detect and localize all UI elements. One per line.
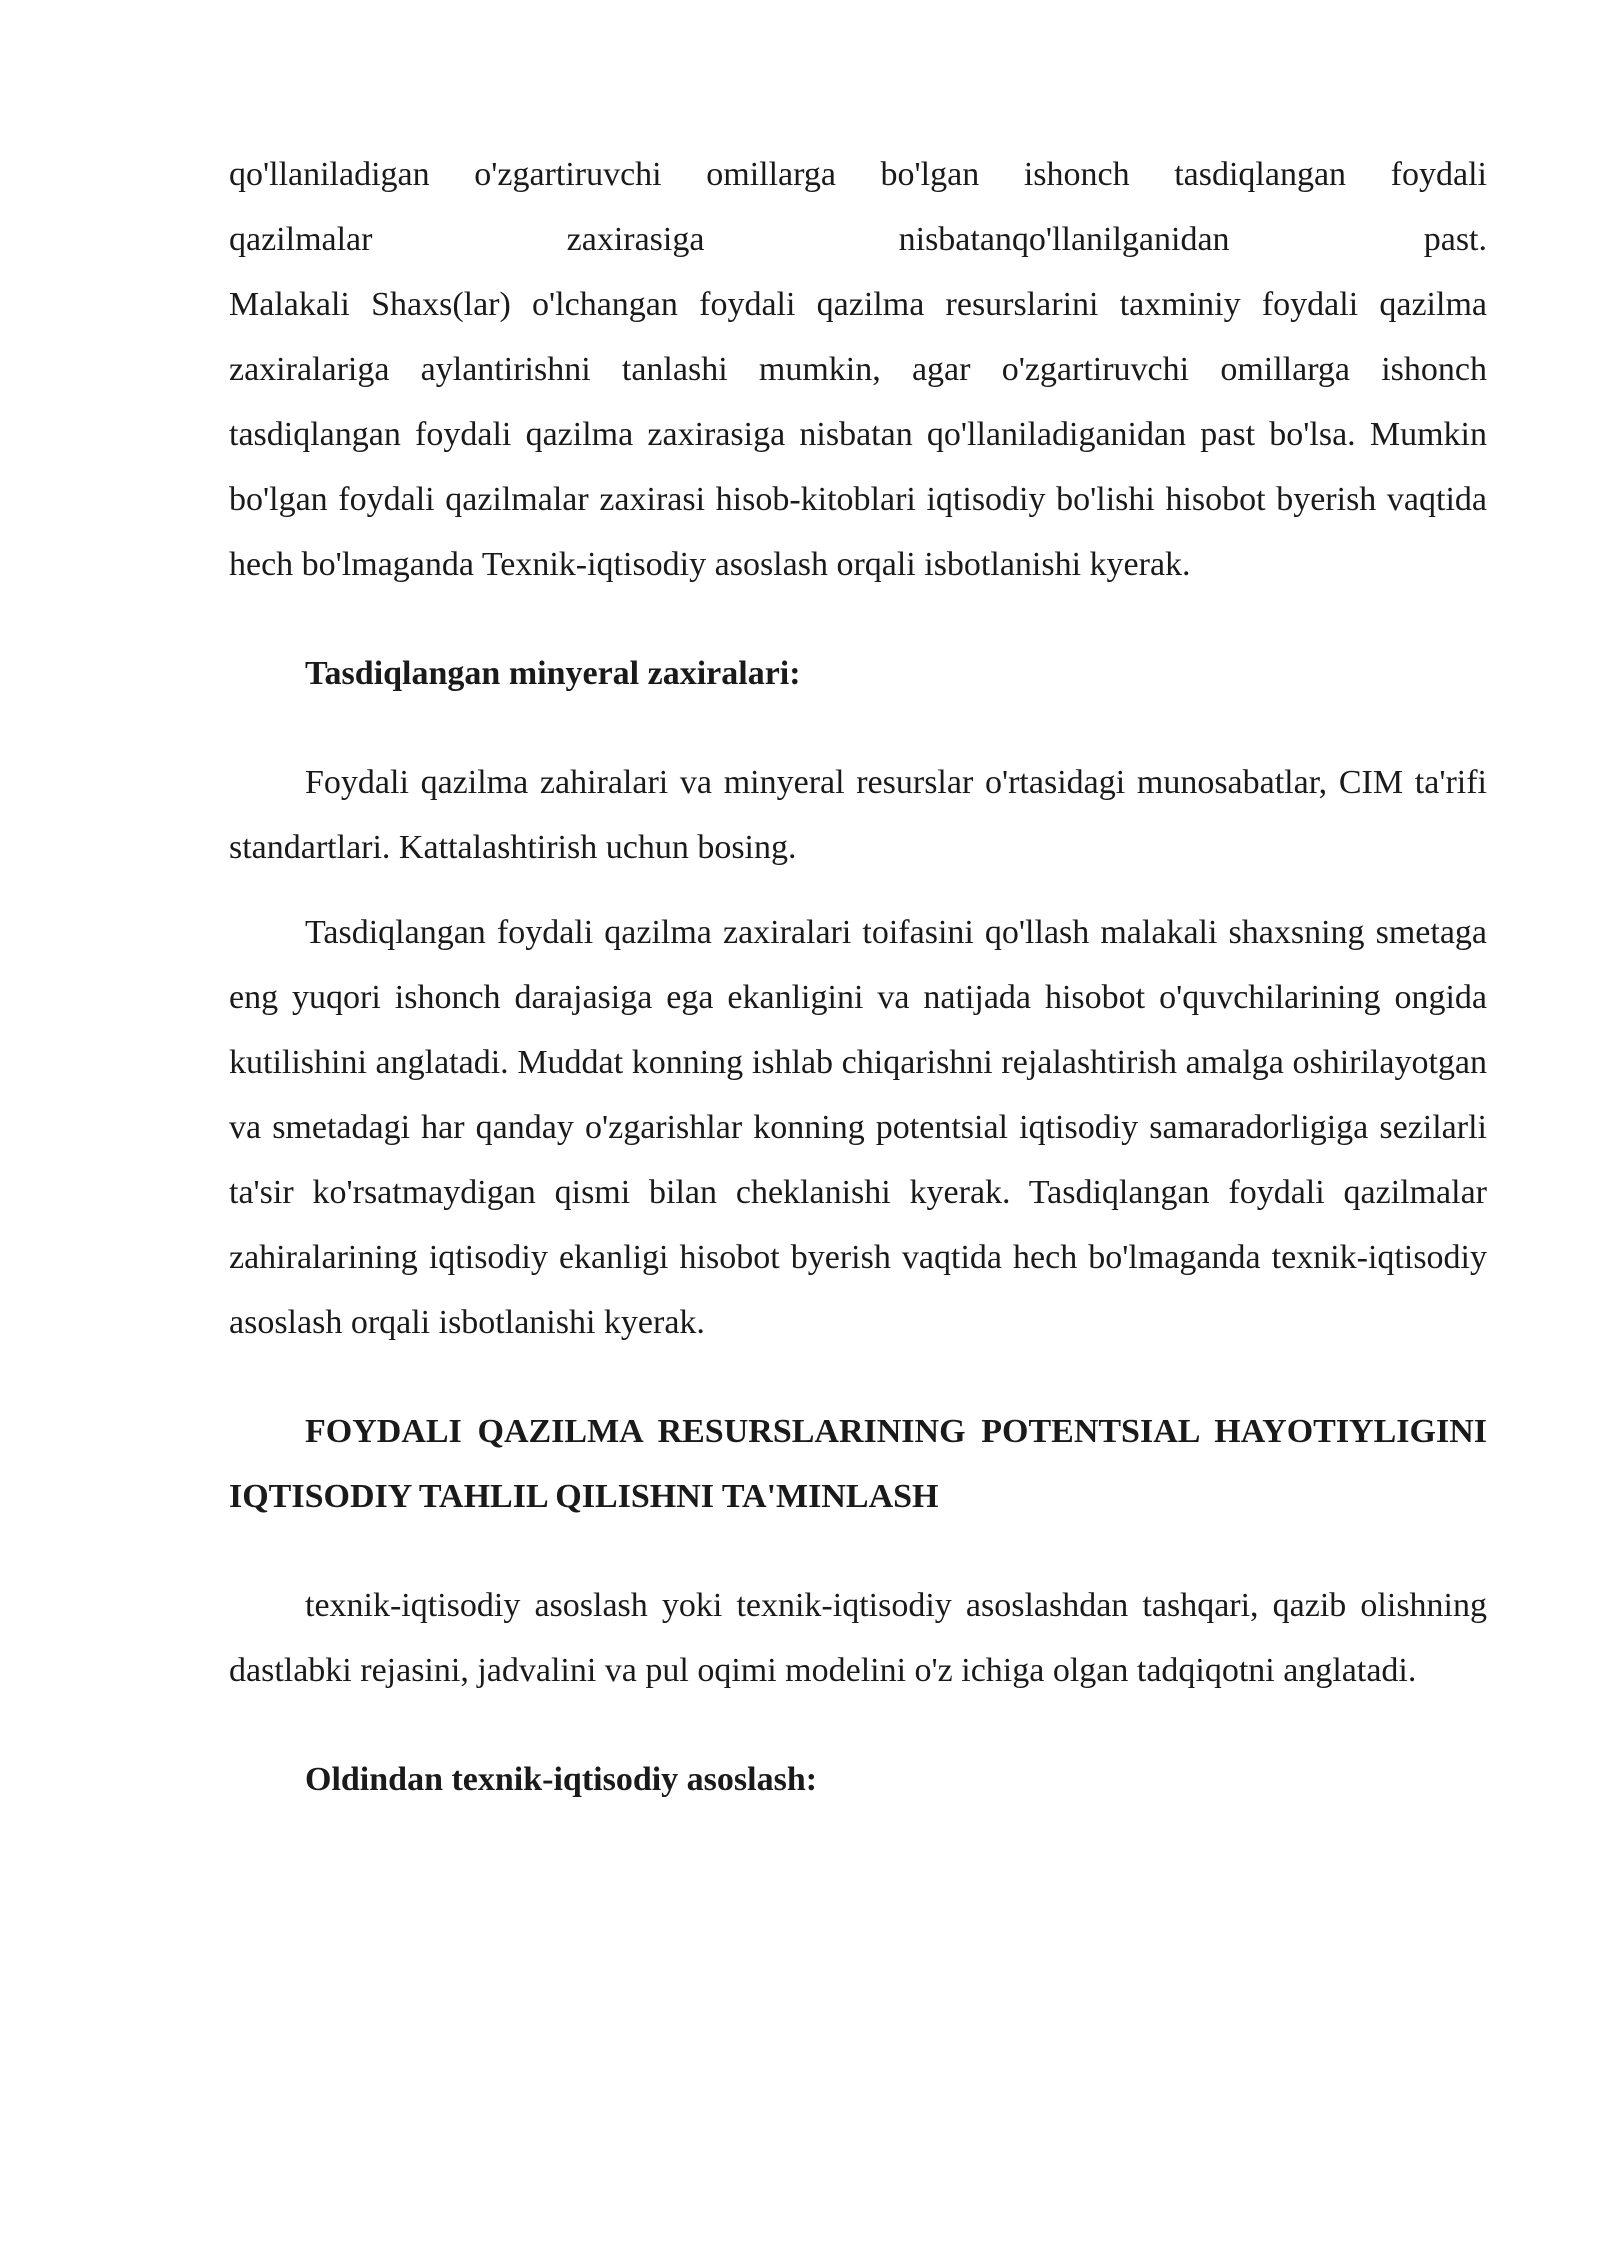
section-heading-economic-analysis: FOYDALI QAZILMA RESURSLARINING POTENTSIAL HAYOTIYLIGINI IQTISODIY TAHLIL QILISHNI TA'MINLASH <box>229 1413 1487 1515</box>
paragraph-4: texnik-iqtisodiy asoslash yoki texnik-iqtisodiy asoslashdan tashqari, qazib olishning dastlabki rejasini, jadvalini va pul oqimi modelini o'z ichiga olgan tadqiqotni anglatadi. <box>229 1587 1487 1689</box>
section-heading-pre-feasibility: Oldindan texnik-iqtisodiy asoslash: <box>305 1761 818 1798</box>
document-body <box>229 142 1487 1812</box>
paragraph-1-line-1: qo'llaniladigan o'zgartiruvchi omillarga bo'lgan ishonch tasdiqlangan foydali <box>229 156 1487 193</box>
paragraph-1-line-2: qazilmalar zaxirasiga nisbatanqo'llanilganidan past. <box>229 221 1487 258</box>
paragraph-3: Tasdiqlangan foydali qazilma zaxiralari toifasini qo'llash malakali shaxsning smetaga eng yuqori ishonch darajasiga ega ekanligini va natijada hisobot o'quvchilarining ongida kutilishini anglatadi. Muddat konning ishlab chiqarishni rejalashtirish amalga oshirilayotgan va smetadagi har qanday o'zgarishlar konning potentsial iqtisodiy samaradorligiga sezilarli ta'sir ko'rsatmaydigan qismi bilan cheklanishi kyerak. Tasdiqlangan foydali qazilmalar zahiralarining iqtisodiy ekanligi hisobot byerish vaqtida hech bo'lmaganda texnik-iqtisodiy asoslash orqali isbotlanishi kyerak. <box>229 914 1487 1341</box>
section-heading-proved-reserves: Tasdiqlangan minyeral zaxiralari: <box>305 655 801 692</box>
paragraph-2: Foydali qazilma zahiralari va minyeral resurslar o'rtasidagi munosabatlar, CIM ta'rifi standartlari. Kattalashtirish uchun bosing. <box>229 764 1487 866</box>
paragraph-1-rest: Malakali Shaxs(lar) o'lchangan foydali qazilma resurslarini taxminiy foydali qazilma zaxiralariga aylantirishni tanlashi mumkin, agar o'zgartiruvchi omillarga ishonch tasdiqlangan foydali qazilma zaxirasiga nisbatan qo'llaniladiganidan past bo'lsa. Mumkin bo'lgan foydali qazilmalar zaxirasi hisob-kitoblari iqtisodiy bo'lishi hisobot byerish vaqtida hech bo'lmaganda Texnik-iqtisodiy asoslash orqali isbotlanishi kyerak. <box>229 286 1487 583</box>
